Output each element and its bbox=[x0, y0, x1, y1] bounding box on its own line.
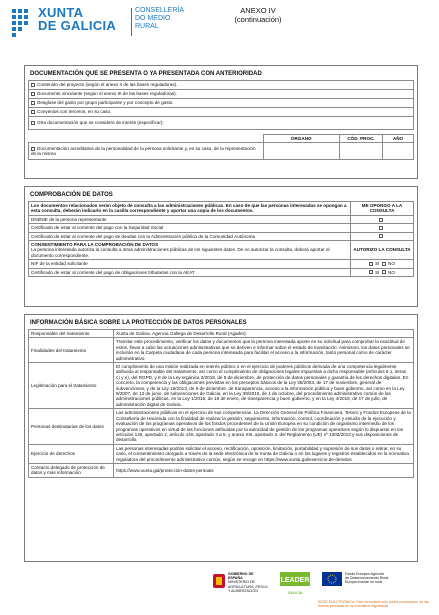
consent-row bbox=[29, 260, 414, 268]
eu-fund-line3: Europa investe no rural bbox=[345, 580, 383, 585]
galicia-label: GALICIA bbox=[287, 591, 303, 595]
yes-label: SÍ bbox=[375, 269, 380, 275]
leader-logo bbox=[278, 572, 312, 594]
sede-note-text: SEDE ELECTRÓNICA: Este formulario sólo podrá presentarse en las formas previstas en la normativa reguladora bbox=[318, 600, 429, 609]
documentation-title: DOCUMENTACIÓN QUE SE PRESENTA O YA PRESENTADA CON ANTERIORIDAD bbox=[30, 71, 262, 77]
prior-doc-label: Documentación acreditativa de la personalidad de la persona solicitante y, en su caso, de la representación de la misma bbox=[31, 146, 256, 157]
verification-row bbox=[29, 215, 414, 223]
yes-label: SÍ bbox=[375, 261, 380, 267]
privacy-row bbox=[29, 409, 414, 444]
cod-proc-field[interactable] bbox=[340, 143, 383, 160]
doc-item-label: Documento vinculante (según el anexo III de las bases reguladoras). bbox=[37, 91, 177, 97]
oppose-checkbox[interactable] bbox=[379, 218, 383, 222]
privacy-row bbox=[29, 463, 414, 477]
doc-item-label: Contenido del proyecto (según el anexo II de las bases reguladoras). bbox=[37, 82, 178, 88]
documentation-table bbox=[28, 80, 414, 130]
annex-title: ANEXO IV bbox=[240, 6, 276, 15]
column-cod-proc: CÓD. PROC. bbox=[340, 135, 383, 143]
eu-flag-icon bbox=[322, 572, 342, 586]
documentation-section bbox=[24, 65, 418, 179]
privacy-row-text: Xunta de Galicia, Agencia Gallega de Desarrollo Rural (Agader). bbox=[114, 330, 414, 338]
verification-title: COMPROBACIÓN DE DATOS bbox=[30, 192, 113, 198]
no-label: NO bbox=[388, 261, 395, 267]
doc-checkbox[interactable] bbox=[31, 101, 35, 105]
doc-item-label: Convenios con terceros, en su caso. bbox=[37, 109, 112, 115]
privacy-row-label: Legitimación para el tratamiento bbox=[29, 363, 114, 409]
column-organo: ÓRGANO bbox=[263, 135, 340, 143]
organo-field[interactable] bbox=[263, 143, 340, 160]
no-label: NO bbox=[388, 269, 395, 275]
eu-fund-line2: de Desenvolvemento Rural bbox=[345, 576, 389, 581]
authorize-header: AUTORIZO LA CONSULTA bbox=[351, 241, 414, 260]
no-checkbox[interactable] bbox=[382, 270, 386, 274]
column-ano: AÑO bbox=[383, 135, 414, 143]
consent-row bbox=[29, 268, 414, 276]
verification-section bbox=[24, 186, 418, 307]
privacy-row-label: Contacto delegado de protección de datos y más información bbox=[29, 463, 114, 477]
verification-intro: Los documentos relacionados serán objeto de consulta a las administraciones públicas. En caso de que las personas interesadas se opongan a esta consulta, deberán indicarlo en la casilla correspondiente y aportar una copia de los documentos. bbox=[29, 202, 351, 216]
doc-row bbox=[29, 108, 414, 117]
department-line1: CONSELLERÍA bbox=[135, 7, 185, 14]
department-line3: RURAL bbox=[135, 23, 159, 30]
doc-checkbox[interactable] bbox=[31, 110, 35, 114]
privacy-row bbox=[29, 330, 414, 338]
doc-item-label: Desglose del gasto por grupo participante y por concepto de gasto. bbox=[37, 100, 174, 106]
privacy-row-label: Ejercicio de derechos bbox=[29, 444, 114, 463]
privacy-row bbox=[29, 363, 414, 409]
org-name-line1: XUNTA bbox=[38, 5, 84, 20]
ministry-label: GOBIERNO DE ESPAÑA bbox=[228, 572, 254, 581]
annex-heading bbox=[218, 6, 298, 24]
oppose-header: ME OPONGO A LA CONSULTA bbox=[351, 202, 414, 216]
verification-row bbox=[29, 224, 414, 232]
no-checkbox[interactable] bbox=[382, 262, 386, 266]
org-name bbox=[38, 6, 116, 32]
yes-checkbox[interactable] bbox=[369, 262, 373, 266]
doc-checkbox[interactable] bbox=[31, 92, 35, 96]
privacy-row-text: Las administraciones públicas en el ejercicio de sus competencias. La Dirección General de Política Financiera, Tesoro y Fondos Europeos de la Consellería de Hacienda con la finalidad de realizar la gestión, seguimiento, información, control, coordinación y estudio de la ejecución y evaluación de los programas operativos de los fondos procedentes de la Unión Europea en su condición de organismo intermedio de los programas operativos en virtud de las funciones atribuidas por la autoridad de gestión de los programas operativos según lo dispuesto en los artículos 125, apartado 2, artículo 140, apartado 3 a 5, y anexo XIII, apartado 3, del Reglamento (UE) nº 1303/2013 y sus disposiciones de desarrollo. bbox=[114, 409, 414, 444]
verification-table bbox=[28, 201, 414, 277]
annex-subtitle: (continuación) bbox=[234, 15, 282, 24]
org-name-line2: DE GALICIA bbox=[38, 18, 117, 33]
xunta-galicia-emblem-icon bbox=[12, 9, 34, 37]
privacy-row-text: El cumplimiento de una misión realizada en interés público o en el ejercicio de poderes públicos derivada de una competencia legalmente atribuida al responsable del tratamiento, así como el cumplimiento de obligaciones legales impuestas a dicho responsable (artículos 6.1, letras c) y e), del RGPD, y 8 de la Ley orgánica 3/2018, de 5 de diciembre, de protección de datos personales y garantía de los derechos digitales. En concreto, la competencia y las obligaciones previstas en los preceptos básicos de la Ley 38/2003, de 17 de noviembre, general de subvenciones, y de la Ley 19/2013, de 9 de diciembre, de transparencia, acceso a la información pública y buen gobierno, así como en la Ley 9/2007, de 13 de junio, de subvenciones de Galicia, en la Ley 39/2015, de 1 de octubre, del procedimiento administrativo común de las administraciones públicas, en la Ley 1/2016, de 18 de enero, de transparencia y buen gobierno, y en la Ley 4/2019, de 17 de julio, de administración digital de Galicia. bbox=[114, 363, 414, 409]
oppose-checkbox[interactable] bbox=[379, 234, 383, 238]
consent-title: CONSENTIMIENTO PARA LA COMPROBACIÓN DE DATOS bbox=[31, 242, 159, 248]
privacy-row-label: Finalidades del tratamiento bbox=[29, 338, 114, 363]
consent-text: La persona interesada autoriza la consulta a otras administraciones públicas de los siguientes datos. De no autorizar la consulta, deberá aportar el documento correspondiente. bbox=[31, 247, 330, 258]
ano-field[interactable] bbox=[383, 143, 414, 160]
sede-note bbox=[318, 600, 434, 608]
logo-divider bbox=[131, 8, 132, 36]
prior-doc-row bbox=[29, 143, 414, 160]
privacy-table bbox=[28, 329, 414, 478]
privacy-row-text: Tramitar este procedimiento, verificar los datos y documentos que la persona interesada aporte en su solicitud para comprobar la exactitud de estos, llevar a cabo las actuaciones administrativas que se deriven e informar sobre el estado de tramitación. Asimismo, los datos personales se incluirán en la Carpeta ciudadana de cada persona interesada para facilitar el acceso a la información, tanto personal como de carácter administrativo. bbox=[114, 338, 414, 363]
oppose-checkbox[interactable] bbox=[379, 226, 383, 230]
verification-item-label: Certificado de estar al corriente del pago de deudas con la Administración pública de la Comunidad Autónoma bbox=[29, 232, 351, 240]
doc-row-other bbox=[29, 117, 414, 130]
privacy-row-label: Personas destinatarias de los datos bbox=[29, 409, 114, 444]
consent-item-label: NIF de la entidad solicitante bbox=[29, 260, 351, 268]
privacy-title: INFORMACIÓN BÁSICA SOBRE LA PROTECCIÓN DE DATOS PERSONALES bbox=[30, 320, 247, 326]
privacy-row bbox=[29, 444, 414, 463]
spain-coat-of-arms-icon bbox=[212, 572, 226, 590]
doc-other-label: Otra documentación que se considere de interés (especificar): bbox=[37, 120, 164, 126]
verification-row bbox=[29, 232, 414, 240]
privacy-section bbox=[24, 314, 418, 562]
leader-icon bbox=[280, 572, 310, 586]
leader-label: LEADER bbox=[280, 577, 310, 584]
doc-row bbox=[29, 99, 414, 108]
eu-fund-logo bbox=[322, 572, 420, 594]
doc-checkbox[interactable] bbox=[31, 147, 35, 151]
yes-checkbox[interactable] bbox=[369, 270, 373, 274]
verification-item-label: Certificado de estar al corriente del pago con la Seguridad Social bbox=[29, 224, 351, 232]
eu-fund-line1: Fondo Europeo Agrícola bbox=[345, 572, 384, 576]
ministry-sub: MINISTERIO DE AGRICULTURA, PESCA Y ALIMENTACIÓN bbox=[228, 580, 268, 593]
doc-checkbox[interactable] bbox=[31, 121, 35, 125]
privacy-row bbox=[29, 338, 414, 363]
privacy-row-label: Responsable del tratamiento bbox=[29, 330, 114, 338]
privacy-row-text: Las personas interesadas podrán solicitar el acceso, rectificación, oposición, limitación, portabilidad y supresión de sus datos o retirar, en su caso, el consentimiento otorgado a través de la sede electrónica de la Xunta de Galicia o en los lugares y registros establecidos en la normativa reguladora del procedimiento administrativo común, según se recoge en https://www.xunta.gal/exercicio-de-dereitos bbox=[114, 444, 414, 463]
department-line2: DO MEDIO bbox=[135, 15, 171, 22]
verification-item-label: DNI/NIE de la persona representante bbox=[29, 215, 351, 223]
consent-item-label: Certificado de estar al corriente del pago de obligaciones tributarias con la AEAT bbox=[29, 268, 351, 276]
doc-row bbox=[29, 81, 414, 90]
privacy-row-text: https://www.xunta.gal/proteccion-datos-persoais bbox=[114, 463, 414, 477]
ministry-logo bbox=[212, 572, 268, 594]
doc-checkbox[interactable] bbox=[31, 83, 35, 87]
prior-doc-table bbox=[28, 134, 414, 160]
department-name bbox=[135, 7, 184, 31]
doc-row bbox=[29, 90, 414, 99]
